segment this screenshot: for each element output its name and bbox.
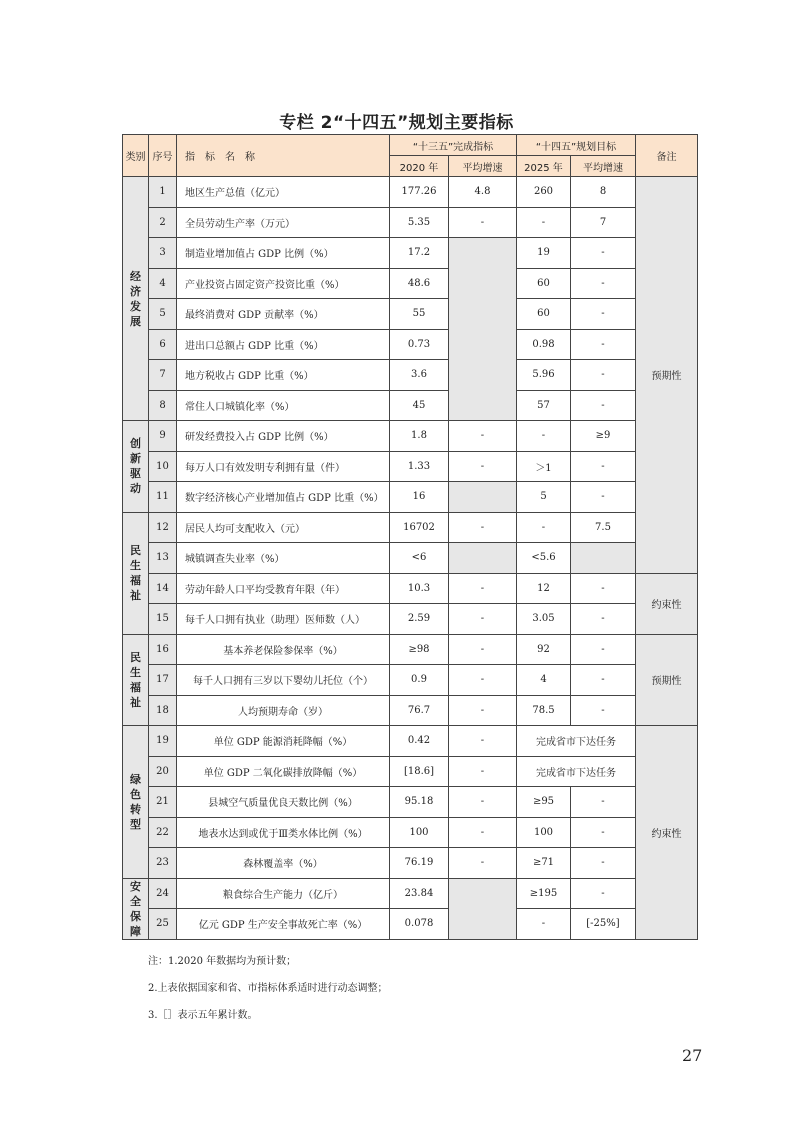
table-row — [123, 848, 698, 879]
indicator-name: 森林覆盖率（%） — [177, 848, 390, 879]
header-past-group: “十三五”完成指标 — [390, 135, 517, 156]
value-2025: - — [517, 909, 571, 940]
row-number: 14 — [149, 573, 177, 604]
value-2025: ≥95 — [517, 787, 571, 818]
rate-2025: - — [571, 482, 636, 513]
table-row — [123, 177, 698, 208]
header-note: 备注 — [636, 135, 698, 177]
rate-2020: - — [449, 604, 517, 635]
row-number: 21 — [149, 787, 177, 818]
rate-2025: - — [571, 451, 636, 482]
row-number: 24 — [149, 878, 177, 909]
value-2020: 0.73 — [390, 329, 449, 360]
table-row — [123, 299, 698, 330]
value-2020: 1.8 — [390, 421, 449, 452]
value-2025: ≥71 — [517, 848, 571, 879]
row-number: 17 — [149, 665, 177, 696]
footnote: 注：1.2020 年数据均为预计数； — [148, 956, 297, 967]
rate-2020 — [449, 482, 517, 513]
table-row — [123, 329, 698, 360]
header-future-rate: 平均增速 — [571, 156, 636, 177]
value-2025: 19 — [517, 238, 571, 269]
row-number: 20 — [149, 756, 177, 787]
value-2020: 76.7 — [390, 695, 449, 726]
value-2020: 95.18 — [390, 787, 449, 818]
table-row — [123, 238, 698, 269]
rate-2025: - — [571, 634, 636, 665]
value-2020: 0.42 — [390, 726, 449, 757]
table-row — [123, 787, 698, 818]
rate-2025: - — [571, 817, 636, 848]
table-row — [123, 756, 698, 787]
row-number: 25 — [149, 909, 177, 940]
rate-2020 — [449, 878, 517, 939]
footnote: 3.［］表示五年累计数。 — [148, 1010, 258, 1021]
indicator-name: 粮食综合生产能力（亿斤） — [177, 878, 390, 909]
note-cell: 预期性 — [636, 634, 698, 726]
rate-2025: - — [571, 390, 636, 421]
rate-2025 — [571, 543, 636, 574]
rate-2025: [-25%] — [571, 909, 636, 940]
footnote: 2.上表依据国家和省、市指标体系适时进行动态调整； — [148, 983, 388, 994]
indicator-name: 单位 GDP 能源消耗降幅（%） — [177, 726, 390, 757]
table-row — [123, 695, 698, 726]
page-number: 27 — [682, 1046, 703, 1065]
indicators-table — [122, 134, 698, 940]
indicator-name: 每千人口拥有执业（助理）医师数（人） — [177, 604, 390, 635]
value-2020: 16 — [390, 482, 449, 513]
rate-2020: - — [449, 207, 517, 238]
row-number: 8 — [149, 390, 177, 421]
indicator-name: 人均预期寿命（岁） — [177, 695, 390, 726]
header-indicator: 指 标 名 称 — [177, 135, 390, 177]
note-cell: 约束性 — [636, 726, 698, 940]
value-2020: 76.19 — [390, 848, 449, 879]
row-number: 23 — [149, 848, 177, 879]
value-2025: 4 — [517, 665, 571, 696]
indicator-name: 地区生产总值（亿元） — [177, 177, 390, 208]
rate-2025: 7 — [571, 207, 636, 238]
value-2025: 60 — [517, 268, 571, 299]
row-number: 15 — [149, 604, 177, 635]
value-2025: 0.98 — [517, 329, 571, 360]
value-2025: ≥195 — [517, 878, 571, 909]
indicator-name: 城镇调查失业率（%） — [177, 543, 390, 574]
row-number: 7 — [149, 360, 177, 391]
rate-2025: - — [571, 268, 636, 299]
table-row — [123, 573, 698, 604]
row-number: 6 — [149, 329, 177, 360]
table-row — [123, 451, 698, 482]
rate-2020: - — [449, 634, 517, 665]
rate-2025: - — [571, 878, 636, 909]
rate-2020 — [449, 238, 517, 421]
row-number: 2 — [149, 207, 177, 238]
value-2025: 5 — [517, 482, 571, 513]
header-future-group: “十四五”规划目标 — [517, 135, 636, 156]
rate-2025: ≥9 — [571, 421, 636, 452]
value-2025: 260 — [517, 177, 571, 208]
rate-2020: - — [449, 817, 517, 848]
table-row — [123, 512, 698, 543]
table-row — [123, 634, 698, 665]
rate-2020: 4.8 — [449, 177, 517, 208]
value-2020: ≥98 — [390, 634, 449, 665]
value-2020: 10.3 — [390, 573, 449, 604]
value-2025: 12 — [517, 573, 571, 604]
note-cell: 预期性 — [636, 177, 698, 574]
rate-2020: - — [449, 787, 517, 818]
value-2020: 0.078 — [390, 909, 449, 940]
table-row — [123, 817, 698, 848]
row-number: 16 — [149, 634, 177, 665]
indicator-name: 亿元 GDP 生产安全事故死亡率（%） — [177, 909, 390, 940]
indicator-name: 单位 GDP 二氧化碳排放降幅（%） — [177, 756, 390, 787]
category-welfare: 民 生 福 祉 — [123, 512, 149, 634]
value-2020: 48.6 — [390, 268, 449, 299]
row-number: 18 — [149, 695, 177, 726]
category-innovation: 创 新 驱 动 — [123, 421, 149, 513]
rate-2020: - — [449, 512, 517, 543]
target-2025: 完成省市下达任务 — [517, 726, 636, 757]
value-2025: 78.5 — [517, 695, 571, 726]
value-2025: - — [517, 512, 571, 543]
rate-2025: - — [571, 787, 636, 818]
table-row — [123, 482, 698, 513]
header-future-year: 2025 年 — [517, 156, 571, 177]
value-2020: [18.6] — [390, 756, 449, 787]
rate-2020: - — [449, 695, 517, 726]
row-number: 5 — [149, 299, 177, 330]
rate-2025: 7.5 — [571, 512, 636, 543]
table-row — [123, 726, 698, 757]
indicator-name: 劳动年龄人口平均受教育年限（年） — [177, 573, 390, 604]
table-row — [123, 360, 698, 391]
row-number: 22 — [149, 817, 177, 848]
value-2025: <5.6 — [517, 543, 571, 574]
table-title: 专栏 2“十四五”规划主要指标 — [279, 113, 514, 133]
indicator-name: 地表水达到或优于Ⅲ类水体比例（%） — [177, 817, 390, 848]
footnotes — [148, 948, 388, 1029]
rate-2020: - — [449, 573, 517, 604]
indicator-name: 每万人口有效发明专利拥有量（件） — [177, 451, 390, 482]
indicator-name: 每千人口拥有三岁以下婴幼儿托位（个） — [177, 665, 390, 696]
row-number: 10 — [149, 451, 177, 482]
row-number: 13 — [149, 543, 177, 574]
value-2020: 55 — [390, 299, 449, 330]
rate-2020: - — [449, 451, 517, 482]
value-2025: 57 — [517, 390, 571, 421]
indicator-name: 产业投资占固定资产投资比重（%） — [177, 268, 390, 299]
target-2025: 完成省市下达任务 — [517, 756, 636, 787]
row-number: 1 — [149, 177, 177, 208]
header-seq: 序号 — [149, 135, 177, 177]
header-past-rate: 平均增速 — [449, 156, 517, 177]
table-row — [123, 604, 698, 635]
value-2020: 100 — [390, 817, 449, 848]
value-2025: 92 — [517, 634, 571, 665]
value-2025: 100 — [517, 817, 571, 848]
value-2025: 3.05 — [517, 604, 571, 635]
rate-2025: - — [571, 665, 636, 696]
row-number: 19 — [149, 726, 177, 757]
value-2025: 60 — [517, 299, 571, 330]
rate-2020 — [449, 543, 517, 574]
row-number: 9 — [149, 421, 177, 452]
value-2020: 3.6 — [390, 360, 449, 391]
value-2025: ＞1 — [517, 451, 571, 482]
rate-2020: - — [449, 421, 517, 452]
category-welfare: 民 生 福 祉 — [123, 634, 149, 726]
rate-2025: - — [571, 573, 636, 604]
value-2025: - — [517, 207, 571, 238]
indicator-name: 数字经济核心产业增加值占 GDP 比重（%） — [177, 482, 390, 513]
rate-2025: - — [571, 360, 636, 391]
rate-2025: - — [571, 695, 636, 726]
rate-2020: - — [449, 726, 517, 757]
row-number: 4 — [149, 268, 177, 299]
indicator-name: 研发经费投入占 GDP 比例（%） — [177, 421, 390, 452]
row-number: 12 — [149, 512, 177, 543]
note-cell: 约束性 — [636, 573, 698, 634]
rate-2025: - — [571, 329, 636, 360]
indicator-name: 地方税收占 GDP 比重（%） — [177, 360, 390, 391]
category-green: 绿 色 转 型 — [123, 726, 149, 879]
value-2025: 5.96 — [517, 360, 571, 391]
value-2020: 0.9 — [390, 665, 449, 696]
category-economy: 经 济 发 展 — [123, 177, 149, 421]
indicator-name: 制造业增加值占 GDP 比例（%） — [177, 238, 390, 269]
indicator-name: 最终消费对 GDP 贡献率（%） — [177, 299, 390, 330]
rate-2025: 8 — [571, 177, 636, 208]
table-row — [123, 543, 698, 574]
indicator-name: 县城空气质量优良天数比例（%） — [177, 787, 390, 818]
value-2020: 2.59 — [390, 604, 449, 635]
table-row — [123, 268, 698, 299]
rate-2025: - — [571, 604, 636, 635]
row-number: 11 — [149, 482, 177, 513]
indicator-name: 进出口总额占 GDP 比重（%） — [177, 329, 390, 360]
header-category: 类别 — [123, 135, 149, 177]
rate-2025: - — [571, 848, 636, 879]
value-2020: 177.26 — [390, 177, 449, 208]
value-2020: 16702 — [390, 512, 449, 543]
header-past-year: 2020 年 — [390, 156, 449, 177]
rate-2025: - — [571, 238, 636, 269]
table-row — [123, 665, 698, 696]
value-2025: - — [517, 421, 571, 452]
indicator-name: 居民人均可支配收入（元） — [177, 512, 390, 543]
rate-2020: - — [449, 665, 517, 696]
table-row — [123, 909, 698, 940]
value-2020: 5.35 — [390, 207, 449, 238]
indicator-name: 全员劳动生产率（万元） — [177, 207, 390, 238]
rate-2020: - — [449, 848, 517, 879]
value-2020: 23.84 — [390, 878, 449, 909]
value-2020: <6 — [390, 543, 449, 574]
table-row — [123, 207, 698, 238]
rate-2025: - — [571, 299, 636, 330]
row-number: 3 — [149, 238, 177, 269]
table-row — [123, 878, 698, 909]
table-row — [123, 421, 698, 452]
value-2020: 17.2 — [390, 238, 449, 269]
value-2020: 1.33 — [390, 451, 449, 482]
rate-2020: - — [449, 756, 517, 787]
indicator-name: 常住人口城镇化率（%） — [177, 390, 390, 421]
table-row — [123, 390, 698, 421]
category-safety: 安 全 保 障 — [123, 878, 149, 939]
indicator-name: 基本养老保险参保率（%） — [177, 634, 390, 665]
value-2020: 45 — [390, 390, 449, 421]
